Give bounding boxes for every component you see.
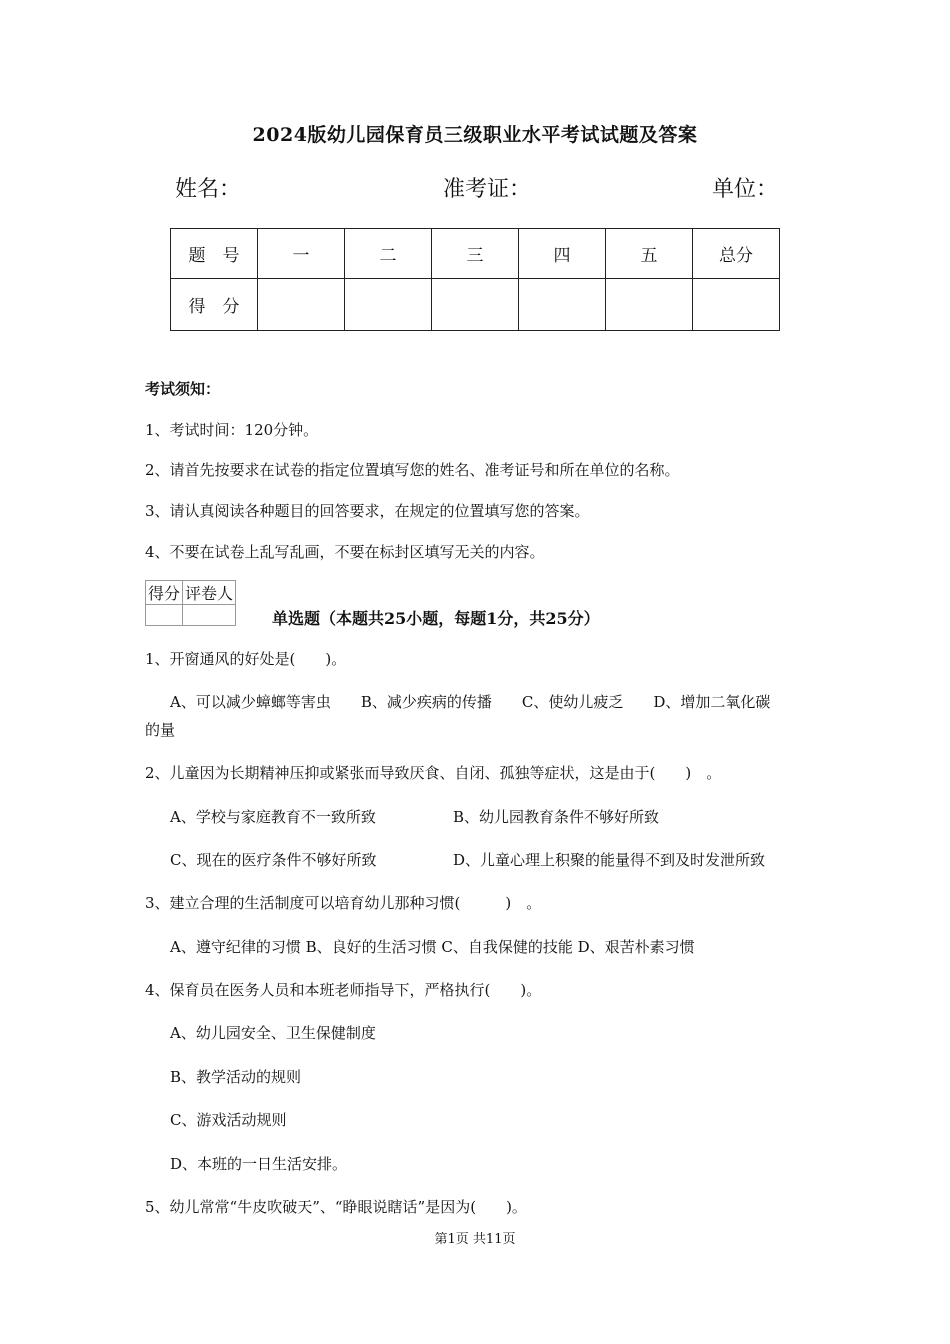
notice-item: 2、请首先按要求在试卷的指定位置填写您的姓名、准考证号和所在单位的名称。 [145, 461, 680, 479]
notice-item: 3、请认真阅读各种题目的回答要求，在规定的位置填写您的答案。 [145, 502, 590, 520]
name-field-label: 姓名： [175, 177, 242, 202]
score-table-header-cell: 四 [519, 229, 606, 279]
score-table-header-cell: 题 号 [171, 229, 258, 279]
score-table-header-cell: 一 [258, 229, 345, 279]
score-cell[interactable] [519, 279, 606, 331]
section-title: 单选题（本题共25小题，每题1分，共25分） [272, 609, 600, 628]
option-b: B、教学活动的规则 [170, 1068, 302, 1086]
score-table [170, 228, 780, 331]
grader-box-score-label: 得分 [146, 581, 183, 605]
exam-number-field-label: 准考证： [443, 177, 532, 202]
grader-box-grader-cell[interactable] [183, 605, 236, 626]
question-options: A、遵守纪律的习惯 B、良好的生活习惯 C、自我保健的技能 D、艰苦朴素习惯 [170, 938, 695, 956]
question-text: 3、建立合理的生活制度可以培育幼儿那种习惯( ) 。 [145, 894, 542, 912]
notice-title: 考试须知： [145, 380, 221, 398]
page-footer: 第1页 共11页 [434, 1232, 516, 1247]
question-options: A、可以减少蟑螂等害虫 B、减少疾病的传播 C、使幼儿疲乏 D、增加二氧化碳 [170, 693, 771, 711]
question-text: 1、开窗通风的好处是( )。 [145, 650, 347, 668]
score-cell[interactable] [258, 279, 345, 331]
option-c: C、游戏活动规则 [170, 1111, 287, 1129]
score-cell[interactable] [606, 279, 693, 331]
option-c: C、现在的医疗条件不够好所致 [170, 851, 377, 869]
score-cell[interactable] [432, 279, 519, 331]
score-table-header-cell: 五 [606, 229, 693, 279]
option-d: D、本班的一日生活安排。 [170, 1155, 348, 1173]
option-d: D、儿童心理上积聚的能量得不到及时发泄所致 [453, 851, 766, 869]
grader-box-score-cell[interactable] [146, 605, 183, 626]
score-table-header-cell: 总分 [693, 229, 780, 279]
score-table-header-cell: 二 [345, 229, 432, 279]
question-text: 4、保育员在医务人员和本班老师指导下，严格执行( )。 [145, 981, 542, 999]
notice-item: 4、不要在试卷上乱写乱画，不要在标封区填写无关的内容。 [145, 543, 545, 561]
notice-item: 1、考试时间：120分钟。 [145, 421, 319, 439]
score-row-label: 得 分 [171, 279, 258, 331]
score-table-score-row [171, 279, 780, 331]
grader-box-grader-label: 评卷人 [183, 581, 236, 605]
document-title: 2024版幼儿园保育员三级职业水平考试试题及答案 [252, 124, 698, 146]
unit-field-label: 单位： [712, 177, 779, 202]
grader-box [145, 580, 236, 626]
question-text: 5、幼儿常常“牛皮吹破天”、“睁眼说瞎话”是因为( )。 [145, 1198, 527, 1216]
option-b: B、幼儿园教育条件不够好所致 [453, 808, 660, 826]
score-table-header-row [171, 229, 780, 279]
score-table-header-cell: 三 [432, 229, 519, 279]
option-a: A、学校与家庭教育不一致所致 [170, 808, 376, 826]
score-cell[interactable] [345, 279, 432, 331]
score-cell[interactable] [693, 279, 780, 331]
option-a: A、幼儿园安全、卫生保健制度 [170, 1024, 376, 1042]
question-options-continued: 的量 [145, 721, 176, 739]
question-text: 2、儿童因为长期精神压抑或紧张而导致厌食、自闭、孤独等症状，这是由于( ) 。 [145, 764, 722, 782]
